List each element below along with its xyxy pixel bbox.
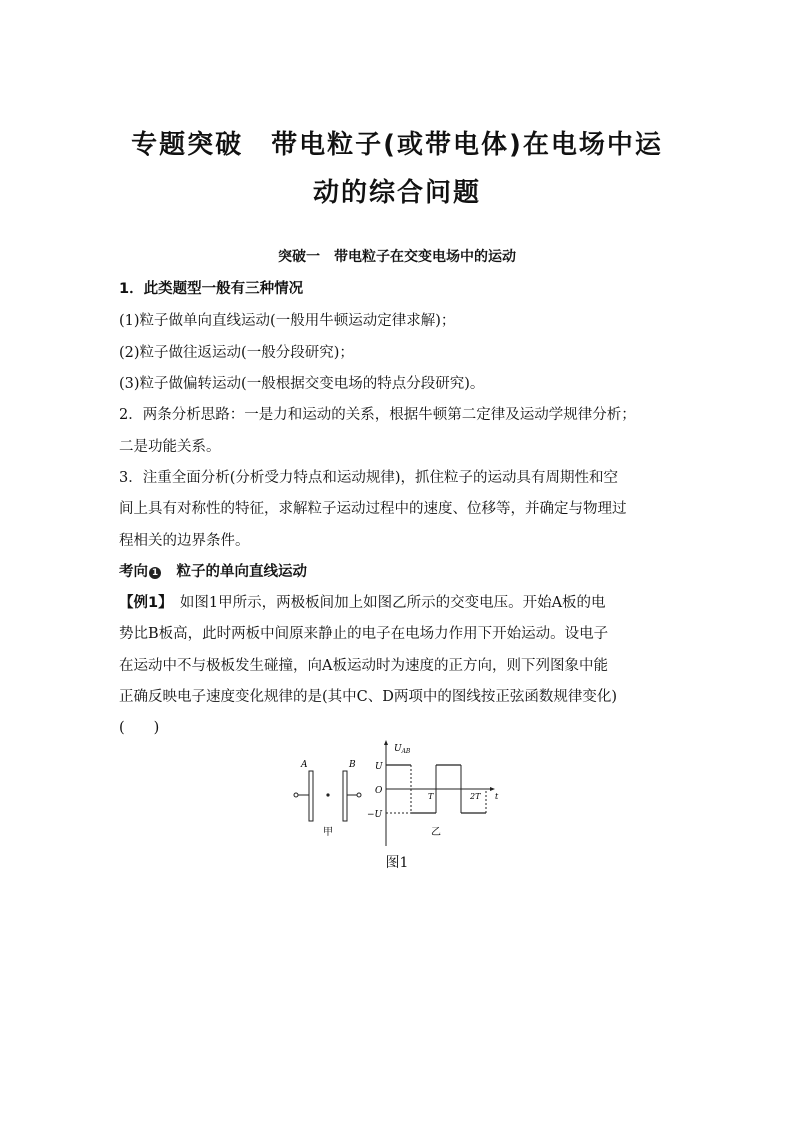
paragraph-2: (1)粒子做单向直线运动(一般用牛顿运动定律求解)； bbox=[119, 313, 456, 329]
tick-neg-u: −U bbox=[367, 810, 383, 820]
direction-prefix: 考向 bbox=[119, 564, 148, 580]
figure-jia bbox=[294, 760, 361, 838]
paragraph-3: (2)粒子做往返运动(一般分段研究)； bbox=[119, 345, 354, 361]
number-1-icon: 1 bbox=[149, 567, 161, 579]
example-line-5: ( ) bbox=[119, 720, 160, 736]
terminal-a bbox=[294, 793, 298, 797]
direction-label: 粒子的单向直线运动 bbox=[176, 564, 307, 580]
example-line-4: 正确反映电子速度变化规律的是(其中C、D两项中的图线按正弦函数规律变化) bbox=[119, 689, 618, 705]
plate-a bbox=[309, 771, 313, 821]
terminal-b bbox=[357, 793, 361, 797]
label-jia: 甲 bbox=[323, 827, 333, 838]
page-title-line-1: 专题突破 带电粒子(或带电体)在电场中运 bbox=[131, 130, 663, 160]
tick-u: U bbox=[375, 762, 383, 772]
tick-2t: 2T bbox=[470, 792, 481, 801]
example-line-3: 在运动中不与极板发生碰撞，向A板运动时为速度的正方向，则下列图象中能 bbox=[119, 658, 608, 674]
example-line-1 bbox=[119, 593, 679, 613]
paragraph-8: 间上具有对称性的特征，求解粒子运动过程中的速度、位移等，并确定与物理过 bbox=[119, 501, 627, 517]
example-text-1: 如图1甲所示，两极板间加上如图乙所示的交变电压。开始A板的电 bbox=[179, 595, 606, 611]
figure-yi bbox=[367, 740, 499, 846]
axis-t-label: t bbox=[495, 792, 499, 801]
paragraph-6: 二是功能关系。 bbox=[119, 439, 221, 455]
plate-b-label: B bbox=[349, 760, 356, 770]
paragraph-7: 3．注重全面分析(分析受力特点和运动规律)，抓住粒子的运动具有周期性和空 bbox=[119, 470, 619, 486]
plate-a-label: A bbox=[301, 760, 308, 770]
paragraph-4: (3)粒子做偏转运动(一般根据交变电场的特点分段研究)。 bbox=[119, 376, 485, 392]
page-title-line-2: 动的综合问题 bbox=[312, 178, 481, 208]
y-axis-label-u: U bbox=[394, 744, 402, 754]
electron-dot bbox=[326, 793, 329, 796]
origin-label: O bbox=[375, 786, 383, 796]
paragraph-1: 1．此类题型一般有三种情况 bbox=[119, 281, 304, 297]
paragraph-5 bbox=[119, 405, 679, 425]
figure-1 bbox=[285, 738, 515, 848]
y-axis-arrow bbox=[384, 740, 388, 745]
y-axis-label-sub: AB bbox=[401, 748, 411, 755]
example-tag: 【例1】 bbox=[119, 595, 166, 611]
example-line-2: 势比B板高，此时两板中间原来静止的电子在电场力作用下开始运动。设电子 bbox=[119, 626, 609, 642]
figure-caption: 图1 bbox=[385, 855, 409, 871]
x-axis-arrow bbox=[490, 787, 495, 791]
label-yi: 乙 bbox=[431, 827, 441, 838]
y-axis-label bbox=[394, 744, 411, 755]
tick-t: T bbox=[428, 792, 434, 801]
direction-heading bbox=[119, 562, 679, 582]
paragraph-9: 程相关的边界条件。 bbox=[119, 533, 250, 549]
paragraph-5-text: 2．两条分析思路：一是力和运动的关系，根据牛顿第二定律及运动学规律分析； bbox=[119, 407, 636, 423]
plate-b bbox=[343, 771, 347, 821]
section-heading: 突破一 带电粒子在交变电场中的运动 bbox=[278, 249, 516, 265]
